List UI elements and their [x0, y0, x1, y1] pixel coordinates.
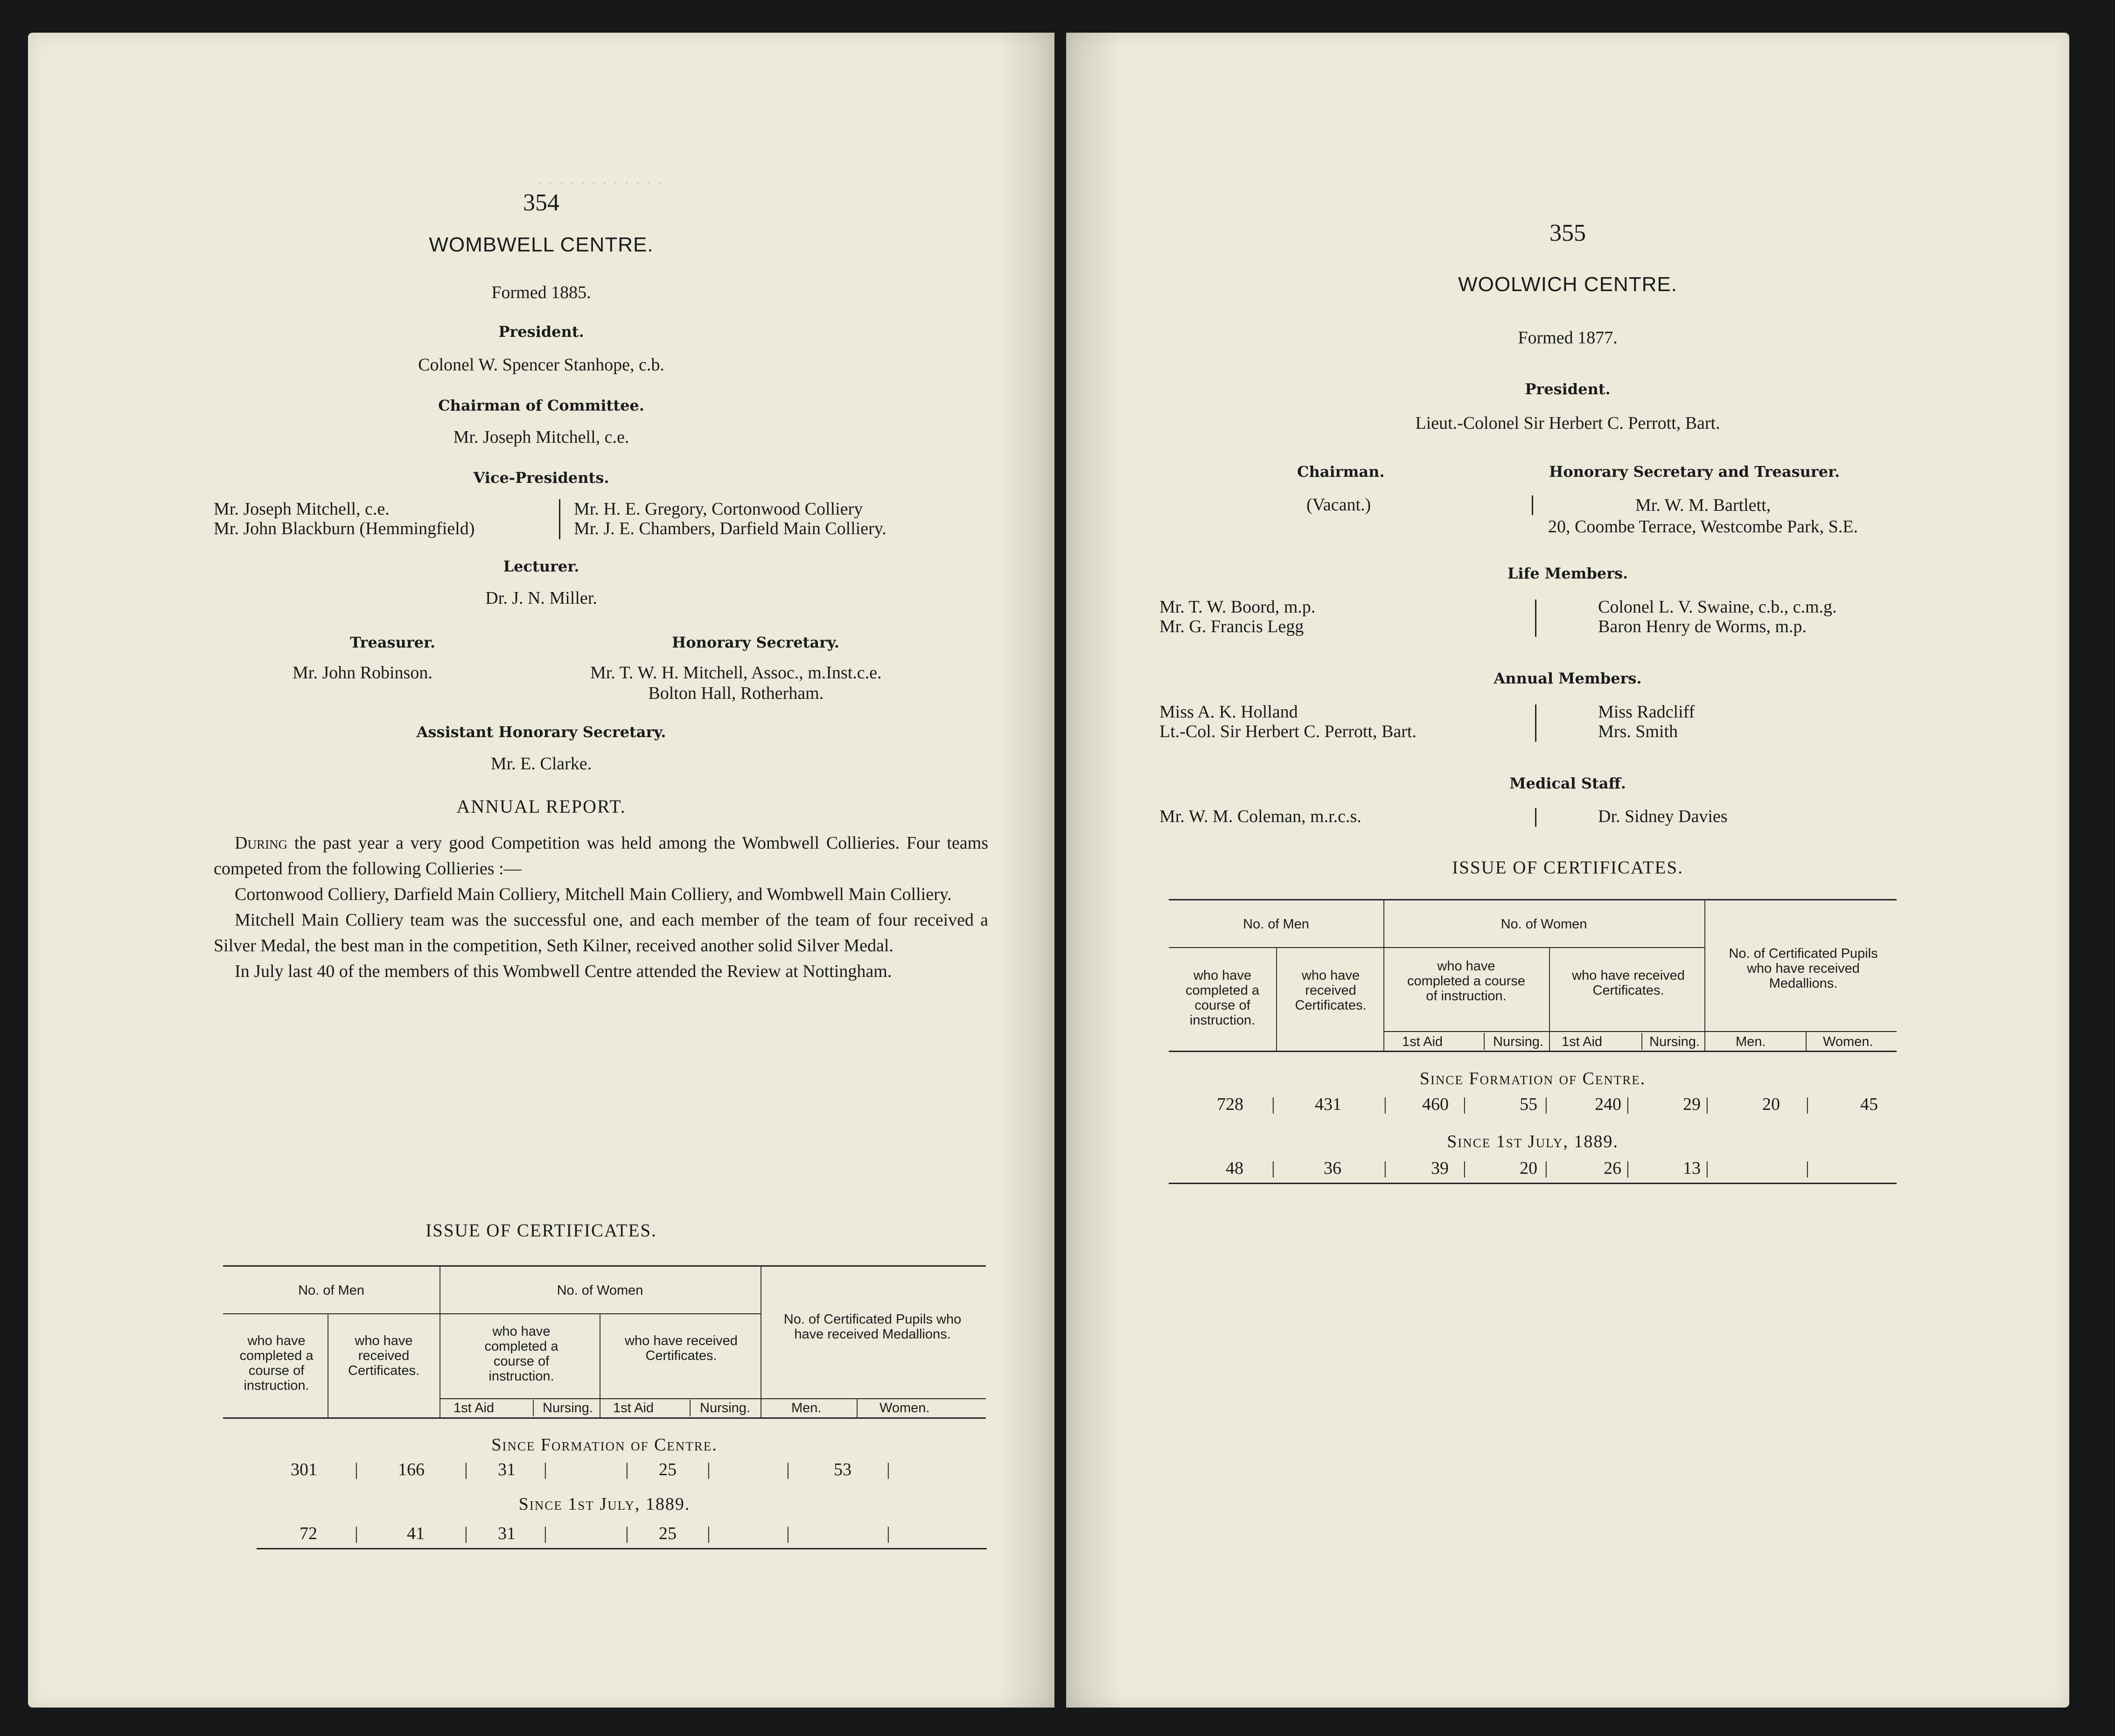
medical-staff-heading: Medical Staff. — [1509, 774, 1626, 792]
table-rule — [440, 1398, 986, 1399]
table-rule — [1806, 1031, 1807, 1051]
header-men-course: who have completed a course of instruction. — [1186, 968, 1259, 1028]
lecturer-name: Dr. J. N. Miller. — [485, 588, 597, 608]
cell-separator: | — [1383, 1158, 1387, 1178]
chairman-name: (Vacant.) — [1306, 495, 1371, 515]
page-number: 354 — [523, 189, 559, 216]
cell-separator: | — [625, 1524, 629, 1543]
table-rule — [857, 1398, 858, 1417]
annual-member: Miss A. K. Holland — [1159, 702, 1298, 722]
cell-separator: | — [886, 1460, 890, 1479]
column-divider — [559, 499, 560, 539]
medical-staff-left: Mr. W. M. Coleman, m.r.c.s. — [1159, 807, 1361, 826]
certificates-heading: ISSUE OF CERTIFICATES. — [1452, 858, 1683, 878]
annual-members-right — [1598, 702, 1695, 741]
annual-report-heading: ANNUAL REPORT. — [456, 796, 626, 817]
right-page — [1066, 33, 2069, 1708]
cell-separator: | — [355, 1524, 358, 1543]
life-member: Colonel L. V. Swaine, c.b., c.m.g. — [1598, 597, 1837, 617]
lecturer-heading: Lecturer. — [503, 558, 579, 575]
cell-separator: | — [786, 1524, 790, 1543]
table-rule — [223, 1313, 440, 1314]
table-rule — [223, 1265, 986, 1267]
column-divider — [1535, 704, 1536, 742]
medical-staff-right: Dr. Sidney Davies — [1598, 807, 1728, 826]
table-rule — [257, 1548, 987, 1549]
table-rule — [223, 1417, 986, 1419]
report-paragraph: During the past year a very good Competition was held among the Wombwell Collieries. Four teams competed from the following Collieries :— — [214, 833, 988, 878]
honorary-secretary-line: Mr. W. M. Bartlett, — [1635, 495, 1771, 515]
cell-value: 31 — [498, 1460, 516, 1479]
annual-member: Miss Radcliff — [1598, 702, 1695, 722]
centre-title: WOOLWICH CENTRE. — [1458, 273, 1677, 296]
president-name: Lieut.-Colonel Sir Herbert C. Perrott, Bart. — [1415, 413, 1720, 433]
subheader-women: Women. — [880, 1401, 930, 1415]
cell-separator: | — [1806, 1158, 1809, 1178]
table-rule — [1641, 1033, 1642, 1050]
cell-value: 53 — [834, 1460, 852, 1479]
chairman-heading: Chairman. — [1297, 463, 1385, 481]
table-rule — [690, 1400, 691, 1416]
header-men-certificates: who have received Certificates. — [1295, 968, 1367, 1013]
cell-separator: | — [1271, 1095, 1275, 1114]
cell-separator: | — [1544, 1158, 1548, 1178]
vice-president: Mr. J. E. Chambers, Darfield Main Colliery. — [574, 519, 886, 538]
left-page — [28, 33, 1054, 1708]
page-number: 355 — [1550, 220, 1586, 246]
cell-value: 41 — [407, 1524, 425, 1543]
header-medallions: No. of Certificated Pupils who have received Medallions. — [783, 1312, 962, 1342]
life-member: Baron Henry de Worms, m.p. — [1598, 617, 1807, 636]
since-july-label: Since 1st July, 1889. — [518, 1494, 691, 1514]
cell-value: 166 — [398, 1460, 425, 1479]
centre-title: WOMBWELL CENTRE. — [429, 233, 654, 256]
cell-separator: | — [1544, 1095, 1548, 1114]
cell-value: 48 — [1226, 1158, 1243, 1178]
table-rule — [1704, 899, 1705, 1051]
cell-value: 301 — [291, 1460, 317, 1479]
certificates-heading: ISSUE OF CERTIFICATES. — [426, 1220, 657, 1241]
header-men: No. of Men — [298, 1283, 364, 1298]
cell-separator: | — [707, 1460, 711, 1479]
annual-members-heading: Annual Members. — [1494, 669, 1642, 687]
cell-value: 25 — [659, 1460, 677, 1479]
report-paragraph: In July last 40 of the members of this Wombwell Centre attended the Review at Nottingham. — [235, 962, 892, 981]
report-paragraph: Cortonwood Colliery, Darfield Main Colliery, Mitchell Main Colliery, and Wombwell Main Colliery. — [235, 885, 952, 904]
header-men-course: who have completed a course of instruction. — [239, 1333, 314, 1393]
cell-value: 20 — [1520, 1158, 1537, 1178]
cell-separator: | — [1705, 1095, 1709, 1114]
cell-value: 72 — [300, 1524, 317, 1543]
column-divider — [1535, 808, 1536, 827]
cell-value: 26 — [1604, 1158, 1621, 1178]
header-medallions: No. of Certificated Pupils who have received Medallions. — [1729, 946, 1878, 991]
cell-separator: | — [1705, 1158, 1709, 1178]
header-women-course: who have completed a course of instruction. — [1407, 959, 1526, 1004]
honorary-secretary-heading: Honorary Secretary. — [672, 634, 839, 651]
cell-value: 36 — [1324, 1158, 1341, 1178]
header-women-course: who have completed a course of instruction. — [484, 1324, 558, 1384]
cell-separator: | — [464, 1524, 468, 1543]
president-name: Colonel W. Spencer Stanhope, c.b. — [418, 355, 664, 375]
table-rule — [1383, 947, 1704, 948]
subheader-nursing: Nursing. — [700, 1401, 750, 1415]
subheader-women: Women. — [1823, 1034, 1873, 1049]
table-rule — [533, 1400, 534, 1416]
vice-president: Mr. John Blackburn (Hemmingfield) — [214, 519, 475, 538]
cell-separator: | — [886, 1524, 890, 1543]
column-divider — [1535, 600, 1536, 637]
table-rule — [1383, 1031, 1897, 1032]
cell-separator: | — [1463, 1158, 1466, 1178]
formed-date: Formed 1877. — [1518, 328, 1618, 348]
table-rule — [1169, 1051, 1897, 1052]
assistant-secretary-heading: Assistant Honorary Secretary. — [416, 723, 666, 741]
cell-separator: | — [625, 1460, 629, 1479]
annual-member: Mrs. Smith — [1598, 722, 1678, 741]
cell-separator: | — [1806, 1095, 1809, 1114]
bleed-through-text: · · · · · · · · · · · · — [537, 173, 663, 194]
cell-separator: | — [1626, 1095, 1630, 1114]
subheader-nursing: Nursing. — [1649, 1034, 1700, 1049]
honorary-secretary-line: 20, Coombe Terrace, Westcombe Park, S.E. — [1548, 517, 1858, 537]
treasurer-heading: Treasurer. — [350, 634, 435, 651]
report-lead-word: During — [235, 833, 287, 853]
chairman-name: Mr. Joseph Mitchell, c.e. — [453, 427, 629, 447]
vice-presidents-heading: Vice-Presidents. — [473, 469, 609, 487]
cell-separator: | — [544, 1460, 547, 1479]
cell-value: 20 — [1762, 1095, 1780, 1114]
president-heading: President. — [498, 323, 584, 341]
life-member: Mr. T. W. Boord, m.p. — [1159, 597, 1316, 617]
cell-value: 728 — [1217, 1095, 1243, 1114]
table-rule — [1276, 947, 1277, 1051]
life-members-right — [1598, 597, 1837, 636]
honorary-secretary-details — [590, 662, 882, 704]
cell-separator: | — [355, 1460, 358, 1479]
header-men-certificates: who have received Certificates. — [348, 1333, 420, 1378]
since-formation-label: Since Formation of Centre. — [1419, 1069, 1646, 1088]
annual-report-body — [214, 830, 988, 984]
cell-value: 460 — [1422, 1095, 1449, 1114]
cell-separator: | — [1626, 1158, 1630, 1178]
table-rule — [1169, 899, 1897, 900]
annual-members-left — [1159, 702, 1417, 741]
cell-value: 431 — [1315, 1095, 1341, 1114]
table-rule — [1169, 1183, 1897, 1184]
cell-value: 25 — [659, 1524, 677, 1543]
header-women-certificates: who have received Certificates. — [625, 1333, 738, 1363]
subheader-nursing: Nursing. — [1493, 1034, 1543, 1049]
chairman-heading: Chairman of Committee. — [438, 397, 644, 414]
table-rule — [1484, 1033, 1485, 1050]
report-paragraph: Mitchell Main Colliery team was the successful one, and each member of the team of four received a Silver Medal, the best man in the competition, Seth Kilner, received another solid Silver Medal. — [214, 910, 988, 955]
subheader-first-aid: 1st Aid — [454, 1401, 495, 1415]
cell-value: 240 — [1595, 1095, 1621, 1114]
subheader-first-aid: 1st Aid — [613, 1401, 654, 1415]
subheader-first-aid: 1st Aid — [1562, 1034, 1603, 1049]
cell-separator: | — [1271, 1158, 1275, 1178]
subheader-nursing: Nursing. — [543, 1401, 593, 1415]
header-women: No. of Women — [557, 1283, 643, 1298]
cell-value: 13 — [1683, 1158, 1701, 1178]
cell-value: 39 — [1431, 1158, 1449, 1178]
header-women-certificates: who have received Certificates. — [1572, 968, 1685, 998]
assistant-secretary-name: Mr. E. Clarke. — [490, 754, 592, 774]
vice-president: Mr. Joseph Mitchell, c.e. — [214, 499, 390, 519]
honorary-secretary-heading: Honorary Secretary and Treasurer. — [1549, 463, 1840, 481]
table-rule — [1549, 947, 1550, 1051]
honorary-secretary-line: Bolton Hall, Rotherham. — [648, 683, 824, 703]
cell-separator: | — [1463, 1095, 1466, 1114]
subheader-first-aid: 1st Aid — [1402, 1034, 1443, 1049]
cell-value: 45 — [1860, 1095, 1878, 1114]
honorary-secretary-line: Mr. T. W. H. Mitchell, Assoc., m.Inst.c.e. — [590, 663, 882, 683]
cell-value: 31 — [498, 1524, 516, 1543]
since-formation-label: Since Formation of Centre. — [491, 1435, 718, 1455]
formed-date: Formed 1885. — [491, 283, 591, 302]
vice-presidents-right — [574, 499, 886, 538]
cell-separator: | — [464, 1460, 468, 1479]
life-members-heading: Life Members. — [1507, 565, 1628, 582]
subheader-men: Men. — [1736, 1034, 1766, 1049]
cell-separator: | — [544, 1524, 547, 1543]
cell-value: 55 — [1520, 1095, 1537, 1114]
cell-separator: | — [786, 1460, 790, 1479]
life-member: Mr. G. Francis Legg — [1159, 617, 1304, 636]
life-members-left — [1159, 597, 1315, 636]
header-men: No. of Men — [1243, 917, 1309, 932]
subheader-men: Men. — [791, 1401, 822, 1415]
cell-separator: | — [1383, 1095, 1387, 1114]
cell-separator: | — [707, 1524, 711, 1543]
vice-presidents-left — [214, 499, 475, 538]
president-heading: President. — [1525, 380, 1611, 398]
vice-president: Mr. H. E. Gregory, Cortonwood Colliery — [574, 499, 863, 519]
honorary-secretary-details — [1502, 495, 1904, 537]
cell-value: 29 — [1683, 1095, 1701, 1114]
annual-member: Lt.-Col. Sir Herbert C. Perrott, Bart. — [1159, 722, 1417, 741]
treasurer-name: Mr. John Robinson. — [293, 663, 433, 683]
since-july-label: Since 1st July, 1889. — [1447, 1132, 1619, 1151]
header-women: No. of Women — [1501, 917, 1587, 932]
